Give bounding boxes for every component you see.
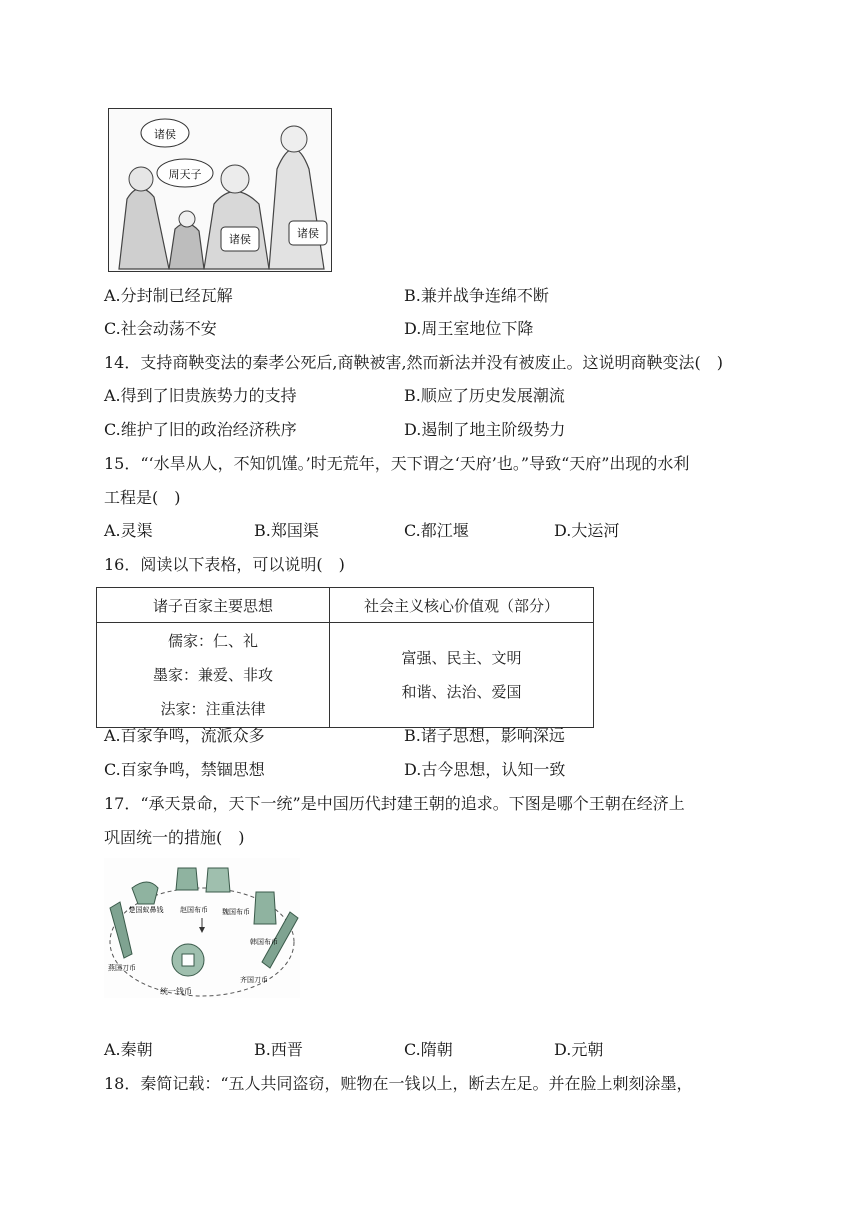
table-left-line: 儒家：仁、礼 <box>167 632 258 650</box>
table-cell-left <box>97 623 330 728</box>
cartoon-label-4: 诸侯 <box>297 227 319 240</box>
q15-stem-line1: 15．“‘水旱从人，不知饥馑。’时无荒年，天下谓之‘天府’也。”导致“天府”出现的水利 <box>104 454 690 473</box>
q15-option-b: B.郑国渠 <box>254 521 319 540</box>
q16-stem: 16．阅读以下表格，可以说明( ) <box>104 555 345 574</box>
table-left-line: 法家：注重法律 <box>160 700 266 718</box>
q15-stem-line2: 工程是( ) <box>104 488 181 507</box>
q15-option-a: A.灵渠 <box>104 521 153 540</box>
q14-option-d: D.遏制了地主阶级势力 <box>404 420 566 439</box>
q14-option-b: B.顺应了历史发展潮流 <box>404 386 565 405</box>
table-right-line: 富强、民主、文明 <box>401 649 522 667</box>
coin-label-unified: 统一钱币 <box>160 987 192 996</box>
cartoon-image <box>108 108 332 272</box>
coins-diagram <box>104 858 300 998</box>
q15-option-d: D.大运河 <box>554 521 620 540</box>
q17-option-b: B.西晋 <box>254 1040 303 1059</box>
q17-stem-line2: 巩固统一的措施( ) <box>104 828 245 847</box>
q13-option-c: C.社会动荡不安 <box>104 319 217 338</box>
coin-label-zhao: 赵国布币 <box>180 906 208 914</box>
cartoon-drawing <box>109 109 331 271</box>
q16-option-d: D.古今思想，认知一致 <box>404 760 566 779</box>
q14-option-a: A.得到了旧贵族势力的支持 <box>104 386 297 405</box>
comparison-table <box>96 587 594 728</box>
q13-option-b: B.兼并战争连绵不断 <box>404 286 549 305</box>
q17-option-a: A.秦朝 <box>104 1040 153 1059</box>
table-header-left: 诸子百家主要思想 <box>97 588 330 623</box>
q13-option-a: A.分封制已经瓦解 <box>104 286 233 305</box>
cartoon-label-1: 诸侯 <box>154 128 176 141</box>
q16-option-c: C.百家争鸣，禁锢思想 <box>104 760 265 779</box>
q18-stem: 18．秦简记载：“五人共同盗窃，赃物在一钱以上，断去左足。并在脸上刺刻涂墨， <box>104 1074 693 1093</box>
coin-label-han: 韩国布币 <box>250 938 278 946</box>
q17-option-c: C.隋朝 <box>404 1040 453 1059</box>
coins-drawing <box>104 858 300 998</box>
coin-label-qi: 齐国刀币 <box>240 976 268 984</box>
q15-option-c: C.都江堰 <box>404 521 469 540</box>
q14-option-c: C.维护了旧的政治经济秩序 <box>104 420 297 439</box>
q16-option-b: B.诸子思想，影响深远 <box>404 726 565 745</box>
q17-option-d: D.元朝 <box>554 1040 604 1059</box>
q16-option-a: A.百家争鸣，流派众多 <box>104 726 265 745</box>
coin-label-wei: 魏国布币 <box>222 908 250 916</box>
coin-label-chu: 楚国蚁鼻钱 <box>128 906 164 914</box>
cartoon-label-2: 周天子 <box>168 168 202 181</box>
q17-stem-line1: 17．“承天景命，天下一统”是中国历代封建王朝的追求。下图是哪个王朝在经济上 <box>104 794 685 813</box>
table-cell-right <box>330 623 594 728</box>
coin-label-yan: 燕国刀币 <box>108 964 136 972</box>
q13-option-d: D.周王室地位下降 <box>404 319 534 338</box>
table-left-line: 墨家：兼爱、非攻 <box>152 666 273 684</box>
q14-stem: 14．支持商鞅变法的秦孝公死后,商鞅被害,然而新法并没有被废止。这说明商鞅变法( ) <box>104 353 724 372</box>
cartoon-label-3: 诸侯 <box>229 233 251 246</box>
table-right-line: 和谐、法治、爱国 <box>401 683 522 701</box>
table-header-right: 社会主义核心价值观（部分） <box>330 588 594 623</box>
